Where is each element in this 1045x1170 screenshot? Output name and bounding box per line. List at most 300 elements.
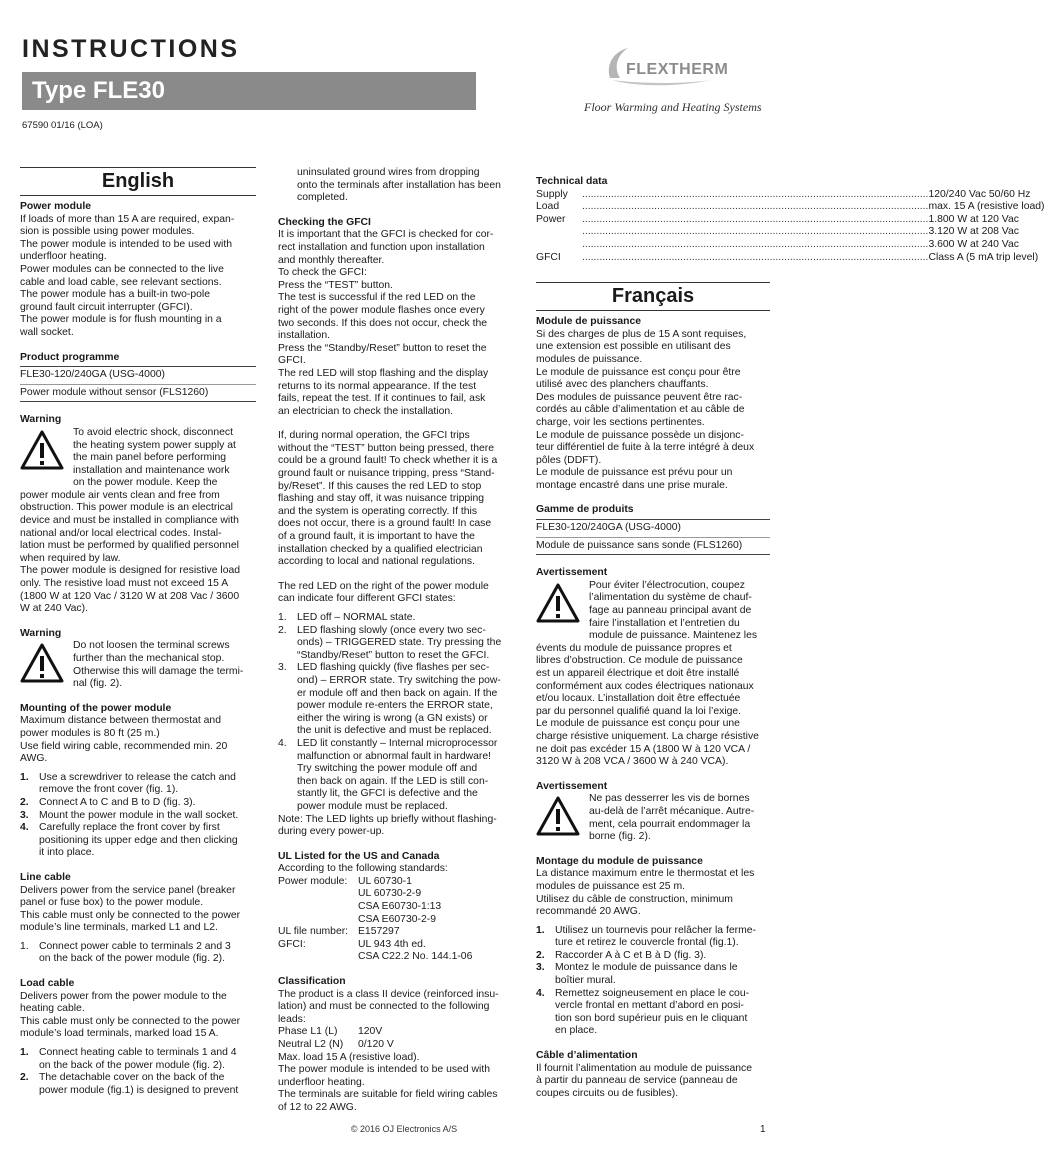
step-number: 1. xyxy=(536,924,545,936)
text-line: module’s line terminals, marked L1 and L2. xyxy=(20,922,218,934)
text-line: lation) and must be connected to the following xyxy=(278,1001,490,1013)
text-line: sion is possible using power modules. xyxy=(20,226,195,238)
section-title-english: English xyxy=(20,167,256,196)
step-number: 1. xyxy=(20,771,29,783)
text-line: It is important that the GFCI is checked for cor- xyxy=(278,229,494,241)
step-text: Remettez soigneusement en place le cou- xyxy=(555,987,750,999)
step-text: Montez le module de puissance dans le xyxy=(555,962,738,974)
step-number: 3. xyxy=(20,809,29,821)
text-line: Power modules can be connected to the live xyxy=(20,263,224,275)
step-text: Connect A to C and B to D (fig. 3). xyxy=(39,796,196,808)
step-text: LED flashing slowly (once every two sec- xyxy=(297,624,486,636)
step-number: 2. xyxy=(278,624,287,636)
product-programme-table xyxy=(20,366,256,402)
text-line: évents du module de puissance propres et xyxy=(536,642,732,654)
text-line: installation checked by a qualified electrician xyxy=(278,543,483,555)
step-number: 2. xyxy=(20,1072,29,1084)
text-line: right of the power module flashes once every xyxy=(278,304,485,316)
text-line: and monthly thereafter. xyxy=(278,254,385,266)
text-line: cordés au câble d’alimentation et au câble de xyxy=(536,404,745,416)
step-number: 4. xyxy=(536,987,545,999)
step-text: malfunction or abnormal fault in hardware! xyxy=(297,750,492,762)
step-number: 1. xyxy=(20,1047,29,1059)
text-line: module’s load terminals, marked load 15 A. xyxy=(20,1028,219,1040)
text-line: power modules is 80 ft (25 m.) xyxy=(20,727,160,739)
text-line: Pour éviter l’électrocution, coupez xyxy=(589,579,745,591)
warning-1-text xyxy=(20,490,256,616)
load-cable-text xyxy=(20,991,256,1041)
text-line: au-delà de l’arrêt mécanique. Autre- xyxy=(589,805,755,817)
step-number: 1. xyxy=(20,940,29,952)
text-line: installation. xyxy=(278,330,330,342)
row-label: Neutral L2 (N) xyxy=(278,1039,344,1050)
text-line: utilisé avec des planchers chauffants. xyxy=(536,379,709,391)
power-module-text xyxy=(20,214,256,340)
text-line: Si des charges de plus de 15 A sont requises, xyxy=(536,328,747,340)
text-line: une extension est possible en utilisant des xyxy=(536,341,731,353)
text-line: power module air vents clean and free from xyxy=(20,489,220,501)
text-line: cable and load cable, see relevant sections. xyxy=(20,276,222,288)
text-line: par du personnel qualifié quand la loi l’exige. xyxy=(536,705,742,717)
warning-triangle-icon xyxy=(20,643,64,683)
heading-avertissement-1: Avertissement xyxy=(536,567,608,579)
heading-line-cable: Line cable xyxy=(20,871,71,883)
text-line: ground fault or nuisance tripping, press “Stand- xyxy=(278,468,495,480)
step-text: LED flashing quickly (five flashes per sec- xyxy=(297,662,490,674)
text-line: only. The resistive load must not exceed 15 A xyxy=(20,578,229,590)
text-line: The power module is intended to be used with xyxy=(20,238,232,250)
step-number: 4. xyxy=(20,822,29,834)
text-line: FLE30-120/240GA (USG-4000) xyxy=(20,369,165,381)
text-line: est un appareil électrique et doit être installé xyxy=(536,668,740,679)
line-cable-text xyxy=(20,885,256,935)
warning-triangle-icon xyxy=(536,796,580,836)
page-number: 1 xyxy=(760,1124,766,1135)
step-text: boîtier mural. xyxy=(555,975,616,987)
step-item xyxy=(536,925,770,950)
step-text: er module off and then back on again. If the xyxy=(297,687,498,699)
table-row xyxy=(278,901,514,914)
text-line: Note: The LED lights up briefly without flashing- xyxy=(278,813,497,825)
document-number: 67590 01/16 (LOA) xyxy=(22,120,103,131)
text-line: Utilisez du câble de construction, minimum xyxy=(536,893,733,905)
heading-load-cable: Load cable xyxy=(20,978,75,990)
text-line: Delivers power from the service panel (breaker xyxy=(20,884,236,896)
table-row xyxy=(278,951,514,964)
step-item xyxy=(20,1072,256,1097)
step-text: Use a screwdriver to release the catch and xyxy=(39,771,236,783)
ul-intro: According to the following standards: xyxy=(278,863,448,875)
step-text: positioning its upper edge and then clicking xyxy=(39,834,238,846)
step-text: vercle frontal en mettant d’abord en posi- xyxy=(555,1000,744,1012)
gamme-produits-table xyxy=(536,519,770,555)
text-line: installation and maintenance work xyxy=(73,464,230,476)
avertissement-1-text xyxy=(536,643,770,769)
text-line: the heating system power supply at xyxy=(73,439,236,451)
spec-row xyxy=(536,226,1019,239)
step-number: 1. xyxy=(278,612,287,623)
column-english-1 xyxy=(20,167,256,1097)
row-value: CSA E60730-1:13 xyxy=(358,901,442,913)
text-line: does not occur, there is a ground fault! In case xyxy=(278,518,492,530)
heading-technical-data: Technical data xyxy=(536,176,608,187)
text-line: l’alimentation du système de chauf- xyxy=(589,592,752,604)
step-text: tion son bord supérieur puis en le cliquant xyxy=(555,1012,748,1024)
text-line: Press the “Standby/Reset” button to reset the xyxy=(278,342,487,354)
text-line: underfloor heating. xyxy=(278,1076,365,1088)
spec-row xyxy=(536,251,1039,265)
row-value: 120V xyxy=(358,1026,383,1038)
text-line: when required by law. xyxy=(20,552,121,564)
step-text: Connect power cable to terminals 2 and 3 xyxy=(39,940,231,952)
text-line: W at 240 Vac). xyxy=(20,603,88,615)
technical-data-table xyxy=(536,188,1045,265)
warning-block-2 xyxy=(20,640,256,690)
heading-avertissement-2: Avertissement xyxy=(536,780,608,792)
spec-value: 1.800 W at 120 Vac xyxy=(928,213,1019,225)
warning-triangle-icon xyxy=(536,583,580,623)
text-line: The product is a class II device (reinforced insu- xyxy=(278,988,499,1000)
document-title: INSTRUCTIONS xyxy=(22,35,240,63)
text-line: Il fournit l’alimentation au module de puissance xyxy=(536,1062,753,1074)
text-line: pôles (DDFT). xyxy=(536,454,602,466)
heading-power-module: Power module xyxy=(20,201,92,212)
text-line: flashing and stay off, it was nuisance tripping xyxy=(278,493,485,505)
step-text: the unit is defective and must be replaced. xyxy=(297,725,492,737)
text-line: rect installation and function upon installation xyxy=(278,241,485,253)
text-line: onto the terminals after installation has been xyxy=(297,179,501,191)
step-text: LED lit constantly – Internal microprocessor xyxy=(297,737,498,749)
text-line: coupes circuits ou de fusibles). xyxy=(536,1087,679,1099)
spec-row xyxy=(536,188,1031,202)
step-text: ond) – ERROR state. Try switching the pow- xyxy=(297,674,501,686)
cable-alimentation-text xyxy=(536,1063,770,1101)
spec-label: Load xyxy=(536,201,560,213)
row-value: UL 943 4th ed. xyxy=(358,938,426,950)
spec-label: GFCI xyxy=(536,251,561,263)
text-line: could be a ground fault! To check whether it is a xyxy=(278,455,498,467)
step-text: Carefully replace the front cover by first xyxy=(39,822,220,834)
text-line: To avoid electric shock, disconnect xyxy=(73,426,233,438)
column-technical-french xyxy=(536,167,1045,1100)
text-line: completed. xyxy=(297,192,348,204)
step-text: Utilisez un tournevis pour relâcher la ferme- xyxy=(555,924,756,936)
text-line: without the “TEST” button being pressed, there xyxy=(278,442,495,454)
classification-text xyxy=(278,989,514,1027)
text-line: Le module de puissance possède un disjonc- xyxy=(536,429,744,441)
text-line: Use field wiring cable, recommended min. 20 xyxy=(20,740,228,752)
text-line: La distance maximum entre le thermostat et les xyxy=(536,868,755,880)
step-item xyxy=(20,1047,256,1072)
step-text: remove the front cover (fig. 1). xyxy=(39,784,179,796)
ul-standards-table xyxy=(278,876,514,964)
step-text: either the wiring is wrong (a GN exists) or xyxy=(297,712,488,724)
table-row xyxy=(278,1026,514,1039)
text-line: Delivers power from the power module to the xyxy=(20,990,227,1002)
text-line: Le module de puissance est conçu pour être xyxy=(536,366,741,378)
spec-label xyxy=(536,239,582,252)
text-line: modules de puissance. xyxy=(536,353,643,365)
text-line: obstruction. This power module is an electrical xyxy=(20,502,233,514)
heading-classification: Classification xyxy=(278,976,346,988)
led-states-list xyxy=(278,612,514,814)
text-line: AWG. xyxy=(20,753,48,765)
step-number: 2. xyxy=(20,796,29,808)
step-number: 3. xyxy=(536,962,545,974)
text-line: further than the mechanical stop. xyxy=(73,653,225,664)
heading-cable-alimentation: Câble d’alimentation xyxy=(536,1050,638,1062)
step-item xyxy=(536,950,770,963)
text-line: uninsulated ground wires from dropping xyxy=(297,167,480,178)
step-text: Try switching the power module off and xyxy=(297,763,478,775)
spec-row xyxy=(536,238,1019,252)
text-line: Des modules de puissance peuvent être rac- xyxy=(536,391,743,403)
gfci-text xyxy=(278,229,514,418)
step-text: The detachable cover on the back of the xyxy=(39,1072,225,1084)
text-line: modules de puissance est 25 m. xyxy=(536,880,686,892)
step-text: en place. xyxy=(555,1025,598,1037)
spec-value: 3.120 W at 208 Vac xyxy=(928,226,1019,238)
text-line: nal (fig. 2). xyxy=(73,678,123,690)
text-line: Max. load 15 A (resistive load). xyxy=(278,1051,420,1063)
product-type-banner: Type FLE30 xyxy=(22,72,476,110)
text-line: Le module de puissance est conçu pour une xyxy=(536,718,740,730)
text-line: an electrician to check the installation. xyxy=(278,405,454,417)
text-line: (1800 W at 120 Vac / 3120 W at 208 Vac / 3600 xyxy=(20,590,240,602)
row-label xyxy=(278,901,358,914)
text-line: returns to its normal appearance. If the test xyxy=(278,380,477,392)
row-label: Phase L1 (L) xyxy=(278,1026,338,1038)
text-line: montage encastré dans une prise murale. xyxy=(536,479,728,491)
warning-triangle-icon xyxy=(20,430,64,470)
avertissement-block-1 xyxy=(536,580,770,643)
table-row xyxy=(278,1039,514,1052)
text-line: If, during normal operation, the GFCI trips xyxy=(278,430,470,442)
text-line: The power module is designed for resistive load xyxy=(20,565,241,577)
brand-tagline: Floor Warming and Heating Systems xyxy=(584,100,762,114)
step-text: then back on again. If the LED is still con- xyxy=(297,775,489,787)
text-line: device and must be installed in compliance with xyxy=(20,515,239,527)
text-line: The power module is for flush mounting in a xyxy=(20,314,222,326)
text-line: The test is successful if the red LED on the xyxy=(278,292,476,304)
text-line: The red LED on the right of the power module xyxy=(278,580,489,592)
text-line: To check the GFCI: xyxy=(278,267,367,279)
text-line: libres d’obstruction. Ce module de puissance xyxy=(536,655,743,667)
text-line: If loads of more than 15 A are required, expan- xyxy=(20,213,235,225)
heading-montage: Montage du module de puissance xyxy=(536,855,703,867)
avertissement-block-2 xyxy=(536,793,770,843)
spec-value: max. 15 A (resistive load) xyxy=(928,201,1045,213)
text-line: Power module without sensor (FLS1260) xyxy=(20,384,256,402)
row-label xyxy=(278,951,358,964)
footer-copyright: © 2016 OJ Electronics A/S xyxy=(350,1124,458,1134)
step-item xyxy=(278,612,514,625)
step-item xyxy=(278,625,514,663)
brand-wordmark: FLEXTHERM xyxy=(626,61,729,78)
step-text: Raccorder A à C et B à D (fig. 3). xyxy=(555,949,707,961)
text-line: conformément aux codes électriques nationaux xyxy=(536,680,754,692)
step-item xyxy=(536,988,770,1038)
step-text: it into place. xyxy=(39,847,95,859)
heading-ul-listed: UL Listed for the US and Canada xyxy=(278,850,440,862)
warning-block-1 xyxy=(20,427,256,490)
step-text: on the back of the power module (fig. 2). xyxy=(39,953,225,965)
heading-warning-1: Warning xyxy=(20,414,62,426)
text-line: can indicate four different GFCI states: xyxy=(278,593,456,605)
step-text: power module must be replaced. xyxy=(297,800,448,812)
spec-value: 3.600 W at 240 Vac xyxy=(928,238,1019,250)
text-line: of a ground fault, it is important to have the xyxy=(278,531,475,543)
heading-checking-gfci: Checking the GFCI xyxy=(278,216,371,228)
spec-leader: ........................................................................................................................ xyxy=(582,226,929,238)
text-line: national and/or local electrical codes. Instal- xyxy=(20,527,222,539)
text-line: by/Reset”. If this causes the red LED to stop xyxy=(278,480,482,492)
table-row xyxy=(278,914,514,927)
heading-gamme-produits: Gamme de produits xyxy=(536,504,634,516)
row-value: CSA C22.2 No. 144.1-06 xyxy=(358,951,473,963)
step-text: LED off – NORMAL state. xyxy=(297,612,416,623)
text-line: during every power-up. xyxy=(278,826,385,838)
mounting-text xyxy=(20,715,256,765)
text-line: à partir du panneau de service (panneau de xyxy=(536,1075,738,1087)
text-line: borne (fig. 2). xyxy=(589,831,651,843)
step-number: 4. xyxy=(278,737,287,749)
line-cable-steps xyxy=(20,941,256,966)
row-value: 0/120 V xyxy=(358,1039,394,1050)
step-text: power module (fig.1) is designed to prevent xyxy=(39,1084,239,1096)
column-english-2 xyxy=(278,167,514,1115)
montage-steps xyxy=(536,925,770,1038)
step-item xyxy=(20,941,256,966)
spec-row xyxy=(536,213,1019,227)
row-label: UL file number: xyxy=(278,926,349,938)
row-label xyxy=(278,888,358,901)
step-item xyxy=(278,738,514,814)
row-value: CSA E60730-2-9 xyxy=(358,913,436,925)
step-text: ture et retirez le couvercle frontal (fig.1). xyxy=(555,937,739,949)
text-line: ment, cela pourrait endommager la xyxy=(589,818,751,830)
text-line: GFCI. xyxy=(278,355,306,367)
step-item xyxy=(20,772,256,797)
text-line: on the power module. Keep the xyxy=(73,477,218,489)
step-item xyxy=(20,822,256,860)
spec-leader: ........................................................................................................................ xyxy=(582,251,929,263)
table-row xyxy=(278,939,514,952)
text-line: The red LED will stop flashing and the display xyxy=(278,367,489,379)
spec-label xyxy=(536,226,582,239)
step-text: stantly lit, the GFCI is defective and the xyxy=(297,788,478,800)
text-line: charge résistive uniquement. La charge résistive xyxy=(536,730,759,742)
module-puissance-text xyxy=(536,329,770,493)
text-line: fails, repeat the test. If it continues to fail, ask xyxy=(278,393,486,405)
text-line: according to local and national regulations. xyxy=(278,556,475,568)
step-item xyxy=(20,797,256,810)
text-line: Otherwise this will damage the termi- xyxy=(73,665,244,677)
text-line: This cable must only be connected to the power xyxy=(20,1015,241,1027)
section-title-french: Français xyxy=(536,282,770,311)
text-line: Maximum distance between thermostat and xyxy=(20,715,221,727)
heading-mounting: Mounting of the power module xyxy=(20,702,172,714)
heading-warning-2: Warning xyxy=(20,627,62,639)
step-number: 3. xyxy=(278,662,287,674)
step-text: Mount the power module in the wall socket. xyxy=(39,809,239,821)
text-line: Le module de puissance est prévu pour un xyxy=(536,467,733,479)
text-line: Do not loosen the terminal screws xyxy=(73,640,230,652)
row-label: GFCI: xyxy=(278,938,306,950)
step-text: Connect heating cable to terminals 1 and 4 xyxy=(39,1047,237,1059)
step-item xyxy=(536,962,770,987)
text-line: the main panel before performing xyxy=(73,452,227,464)
text-line: of 12 to 22 AWG. xyxy=(278,1101,357,1113)
row-label: Power module: xyxy=(278,875,348,887)
spec-leader: ........................................................................................................................ xyxy=(582,238,929,250)
text-line: wall socket. xyxy=(20,326,74,338)
text-line: teur différentiel de fuite à la terre intégré à deux xyxy=(536,442,755,454)
spec-leader: ........................................................................................................................ xyxy=(582,213,929,225)
text-line: et/ou locaux. L’installation doit être effectuée xyxy=(536,693,741,705)
text-line: underfloor heating. xyxy=(20,251,107,263)
text-line: FLE30-120/240GA (USG-4000) xyxy=(536,522,681,534)
text-line: leads: xyxy=(278,1013,306,1025)
text-line: two seconds. If this does not occur, check the xyxy=(278,317,488,329)
table-row xyxy=(278,876,514,889)
step-item xyxy=(278,662,514,738)
text-line: 3120 W à 208 VCA / 3600 W à 240 VCA). xyxy=(536,756,729,768)
gfci-trip-text xyxy=(278,430,514,569)
classification-rest xyxy=(278,1052,514,1115)
spec-label: Power xyxy=(536,213,566,225)
text-line: panel or fuse box) to the power module. xyxy=(20,897,204,909)
row-value: UL 60730-2-9 xyxy=(358,888,422,900)
text-line: fage au panneau principal avant de xyxy=(589,605,752,617)
step-text: onds) – TRIGGERED state. Try pressing the xyxy=(297,637,502,649)
text-line: recommandé 20 AWG. xyxy=(536,906,641,918)
text-line: lation must be performed by qualified personnel xyxy=(20,540,239,552)
text-line: charge, voir les sections pertinentes. xyxy=(536,416,705,428)
heading-module-puissance: Module de puissance xyxy=(536,316,642,328)
step-text: “Standby/Reset” button to reset the GFCI. xyxy=(297,649,490,661)
text-line: This cable must only be connected to the power xyxy=(20,909,241,921)
row-value: E157297 xyxy=(358,926,400,938)
text-line: heating cable. xyxy=(20,1003,85,1015)
text-line: ne doit pas excéder 15 A (1800 W à 120 VCA / xyxy=(536,743,751,755)
text-line: and the system is operating correctly. If this xyxy=(278,505,478,517)
spec-value: Class A (5 mA trip level) xyxy=(928,251,1039,263)
step-item xyxy=(20,810,256,823)
led-intro-text xyxy=(278,581,514,606)
row-value: UL 60730-1 xyxy=(358,875,412,887)
text-line: Press the “TEST” button. xyxy=(278,279,393,291)
heading-product-programme: Product programme xyxy=(20,351,120,363)
led-note xyxy=(278,814,514,839)
text-line: Module de puissance sans sonde (FLS1260) xyxy=(536,537,770,555)
load-cable-continued xyxy=(278,167,514,205)
text-line: The terminals are suitable for field wiring cables xyxy=(278,1089,498,1101)
step-text: power module re-enters the ERROR state, xyxy=(297,700,493,712)
text-line: Ne pas desserrer les vis de bornes xyxy=(589,793,750,805)
mounting-steps xyxy=(20,772,256,860)
text-line: faire l’installation et l’entretien du xyxy=(589,617,740,629)
step-number: 2. xyxy=(536,949,545,961)
load-cable-steps xyxy=(20,1047,256,1097)
text-line: ground fault circuit interrupter (GFCI). xyxy=(20,301,193,313)
classification-leads-table xyxy=(278,1026,514,1051)
table-row xyxy=(278,888,514,901)
step-text: on the back of the power module (fig. 2). xyxy=(39,1059,225,1071)
montage-text xyxy=(536,868,770,918)
text-line: The power module has a built-in two-pole xyxy=(20,289,211,301)
text-line: module de puissance. Maintenez les xyxy=(589,630,758,642)
